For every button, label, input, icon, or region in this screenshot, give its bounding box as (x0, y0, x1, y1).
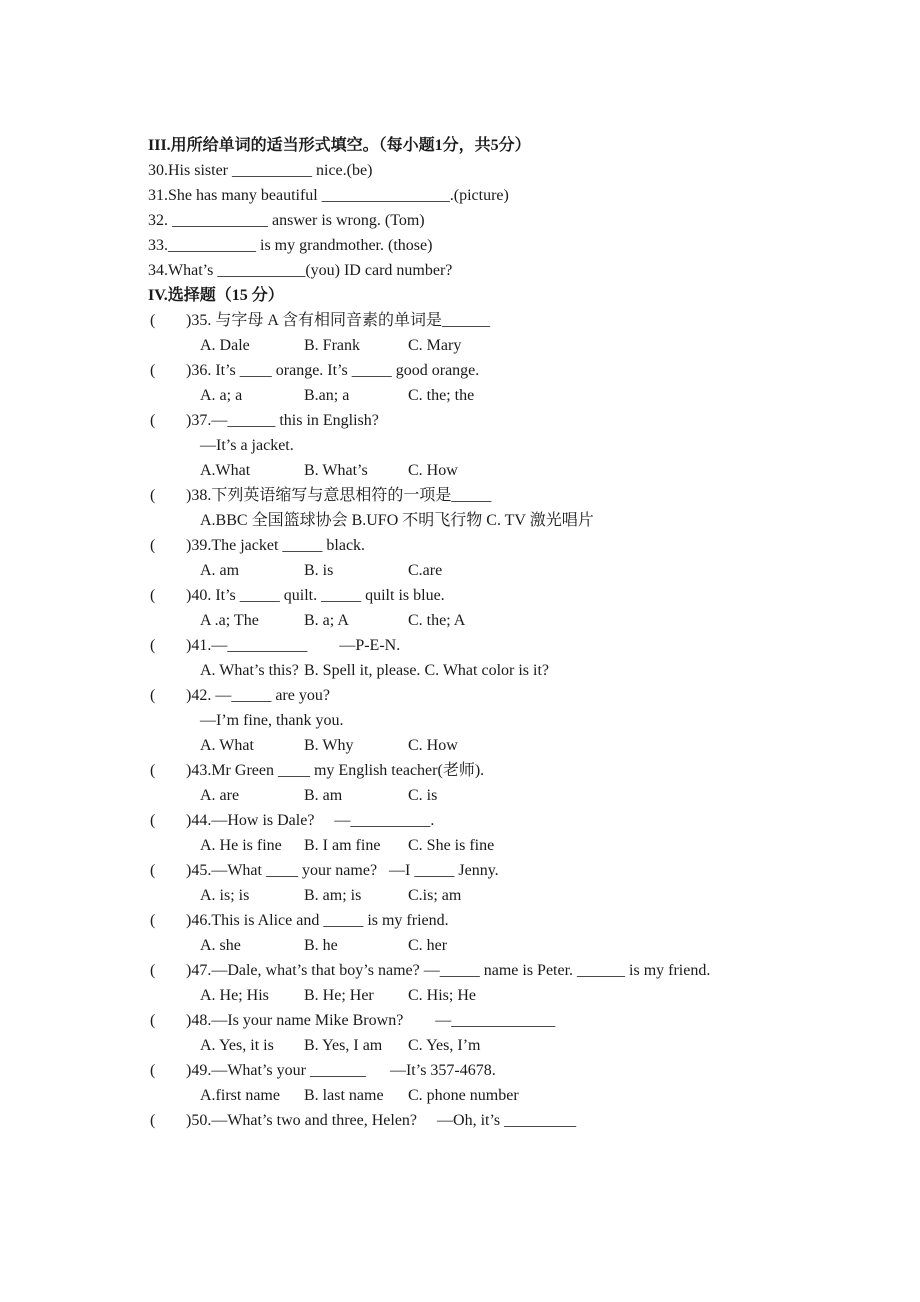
question-37 (148, 408, 598, 433)
answer-paren: ( (150, 1112, 156, 1129)
answer-paren: ( (150, 487, 156, 504)
option-a: A. He; His (200, 987, 269, 1004)
option-b: B. What’s (304, 462, 368, 479)
option-a: A. What (200, 737, 254, 754)
option-c: C. How (408, 462, 458, 479)
answer-paren: ( (150, 1012, 156, 1029)
option-c: C. is (408, 787, 438, 804)
question-text: )41.—__________ —P-E-N. (186, 637, 401, 654)
question-reply: —I’m fine, thank you. (200, 712, 344, 729)
option-a: A .a; The (200, 612, 259, 629)
answer-paren: ( (150, 637, 156, 654)
answer-paren: ( (150, 537, 156, 554)
option-a: A. am (200, 562, 240, 579)
question-text: )35. 与字母 A 含有相同音素的单词是______ (186, 312, 491, 329)
question-50 (148, 1108, 598, 1133)
question-39 (148, 533, 598, 558)
answer-paren: ( (150, 812, 156, 829)
answer-paren: ( (150, 762, 156, 779)
options-row (148, 1083, 598, 1108)
fill-blank-item: 32. ____________ answer is wrong. (Tom) (148, 212, 425, 229)
options-row (148, 333, 598, 358)
options-row (148, 733, 598, 758)
option-b: B. Yes, I am (304, 1037, 383, 1054)
options-row (148, 933, 598, 958)
options-row (148, 1033, 598, 1058)
exam-content (148, 133, 711, 1133)
options-row (148, 783, 598, 808)
question-text: )45.—What ____ your name? —I _____ Jenny. (186, 862, 499, 879)
fill-blank-item: 31.She has many beautiful ________________.(picture) (148, 187, 509, 204)
option-b: B. Frank (304, 337, 360, 354)
option-c: C. Yes, I’m (408, 1037, 481, 1054)
question-text: )47.—Dale, what’s that boy’s name? —_____ name is Peter. ______ is my friend. (186, 962, 711, 979)
question-text: )42. —_____ are you? (186, 687, 330, 704)
fill-blank-item: 30.His sister __________ nice.(be) (148, 162, 373, 179)
question-text: )37.—______ this in English? (186, 412, 379, 429)
options-row (148, 608, 598, 633)
answer-paren: ( (150, 412, 156, 429)
option-b: B.an; a (304, 387, 350, 404)
option-c: C. her (408, 937, 448, 954)
option-b: B. Spell it, please. (304, 662, 421, 679)
option-c: C. What color is it? (424, 662, 550, 679)
question-41 (148, 633, 598, 658)
answer-paren: ( (150, 362, 156, 379)
question-42 (148, 683, 598, 708)
question-43 (148, 758, 598, 783)
question-40 (148, 583, 598, 608)
question-35 (148, 308, 598, 333)
options-row (148, 883, 598, 908)
answer-paren: ( (150, 862, 156, 879)
option-a: A. What’s this? (200, 662, 299, 679)
question-text: )49.—What’s your _______ —It’s 357-4678. (186, 1062, 496, 1079)
option-a: A. are (200, 787, 240, 804)
section-4-heading: IV.选择题（15 分） (148, 287, 284, 304)
answer-paren: ( (150, 912, 156, 929)
option-a: A. a; a (200, 387, 243, 404)
option-b: B. he (304, 937, 338, 954)
question-text: )48.—Is your name Mike Brown? —_____________ (186, 1012, 556, 1029)
options-row (148, 558, 598, 583)
options-row (148, 833, 598, 858)
option-a: A. Dale (200, 337, 250, 354)
option-b: B. a; A (304, 612, 349, 629)
section-3-heading: III.用所给单词的适当形式填空。（每小题1分，共5分） (148, 137, 531, 154)
option-b: B. am (304, 787, 343, 804)
option-a: A.BBC 全国篮球协会 (200, 512, 348, 529)
options-row (148, 383, 598, 408)
option-b: B. last name (304, 1087, 384, 1104)
option-a: A.What (200, 462, 251, 479)
question-36 (148, 358, 598, 383)
options-row (148, 983, 598, 1008)
options-row (148, 508, 598, 533)
answer-paren: ( (150, 962, 156, 979)
question-47 (148, 958, 711, 983)
option-c: C. How (408, 737, 458, 754)
answer-paren: ( (150, 312, 156, 329)
option-a: A. is; is (200, 887, 250, 904)
question-48 (148, 1008, 598, 1033)
question-text: )50.—What’s two and three, Helen? —Oh, it’s _________ (186, 1112, 577, 1129)
option-b: B. am; is (304, 887, 362, 904)
question-38 (148, 483, 598, 508)
question-reply: —It’s a jacket. (200, 437, 294, 454)
option-a: A. she (200, 937, 241, 954)
options-row (148, 458, 598, 483)
answer-paren: ( (150, 587, 156, 604)
option-a: A. He is fine (200, 837, 282, 854)
option-c: C. His; He (408, 987, 476, 1004)
question-text: )43.Mr Green ____ my English teacher(老师). (186, 762, 485, 779)
option-c: C. phone number (408, 1087, 519, 1104)
question-49 (148, 1058, 598, 1083)
option-c: C.are (408, 562, 443, 579)
section-4-questions (148, 308, 711, 1133)
option-c: C. Mary (408, 337, 462, 354)
option-a: A. Yes, it is (200, 1037, 274, 1054)
option-b: B. Why (304, 737, 354, 754)
options-row (148, 658, 598, 683)
option-b: B. is (304, 562, 334, 579)
question-text: )44.—How is Dale? —__________. (186, 812, 435, 829)
section-3-items (148, 158, 598, 283)
option-c: C. TV 激光唱片 (486, 512, 594, 529)
question-text: )36. It’s ____ orange. It’s _____ good orange. (186, 362, 480, 379)
option-b: B.UFO 不明飞行物 (351, 512, 483, 529)
option-c: C. She is fine (408, 837, 495, 854)
question-text: )46.This is Alice and _____ is my friend. (186, 912, 449, 929)
question-text: )39.The jacket _____ black. (186, 537, 366, 554)
question-45 (148, 858, 598, 883)
question-text: )40. It’s _____ quilt. _____ quilt is blue. (186, 587, 445, 604)
question-46 (148, 908, 598, 933)
option-b: B. I am fine (304, 837, 381, 854)
fill-blank-item: 33.___________ is my grandmother. (those) (148, 237, 433, 254)
option-c: C.is; am (408, 887, 462, 904)
answer-paren: ( (150, 1062, 156, 1079)
option-c: C. the; A (408, 612, 466, 629)
option-a: A.first name (200, 1087, 280, 1104)
fill-blank-item: 34.What’s ___________(you) ID card number? (148, 262, 453, 279)
option-c: C. the; the (408, 387, 475, 404)
answer-paren: ( (150, 687, 156, 704)
option-b: B. He; Her (304, 987, 374, 1004)
question-44 (148, 808, 598, 833)
question-text: )38.下列英语缩写与意思相符的一项是_____ (186, 487, 492, 504)
